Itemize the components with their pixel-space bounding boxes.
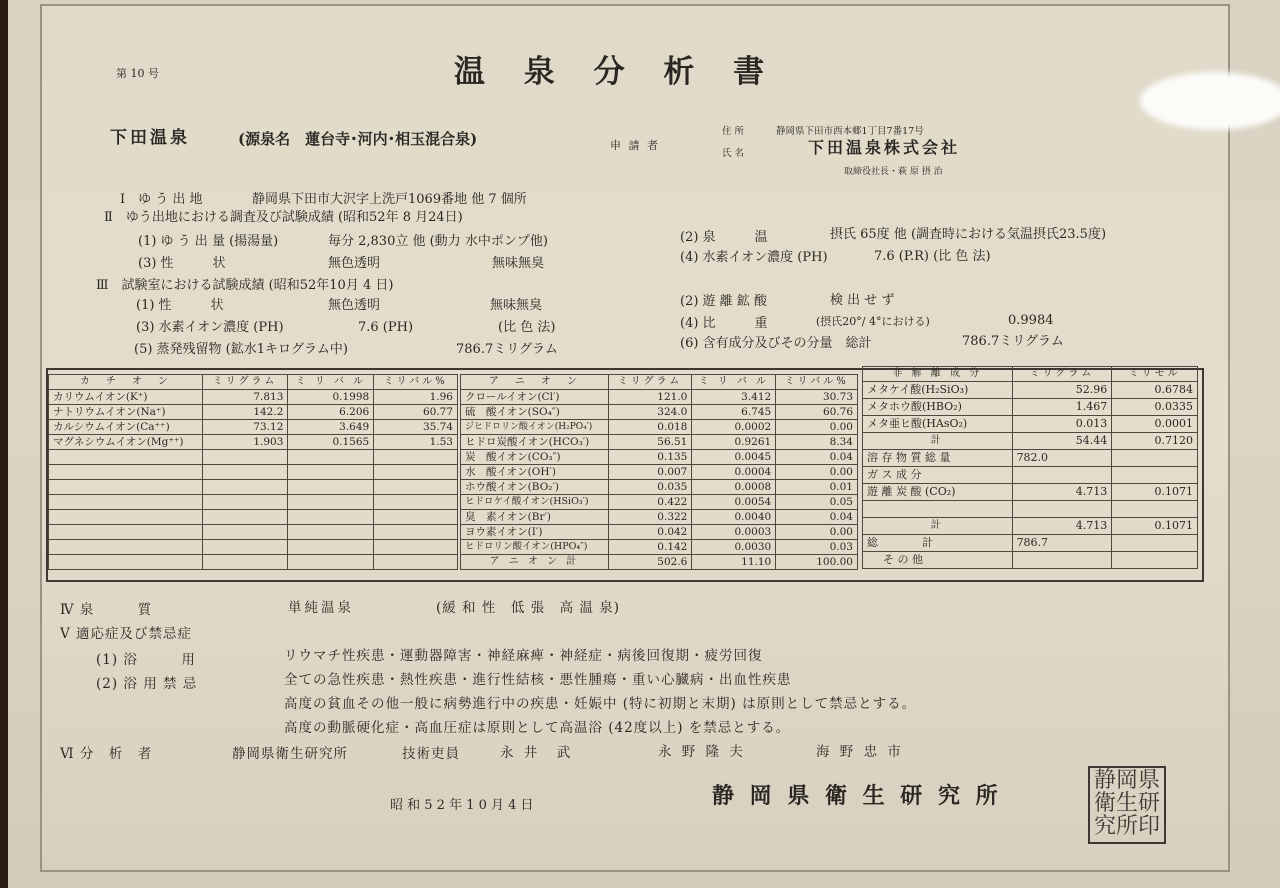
anion-table [460,374,858,570]
table-row [461,540,858,555]
table-cell: 計 [863,518,1013,535]
section5-label: Ⅴ 適応症及び禁忌症 [60,626,193,642]
section5-item1-label: (1) 浴 用 [96,652,196,668]
table-cell: 0.0008 [692,480,776,495]
table-cell: そ の 他 [863,552,1013,569]
table-cell: 臭 素イオン(Br′) [461,510,609,525]
table-cell: 0.0040 [692,510,776,525]
table-row [863,382,1198,399]
table-cell: 0.04 [776,450,858,465]
address-label: 住 所 [722,126,745,137]
section2-item2-value: 摂氏 65度 他 (調査時における気温摂氏23.5度) [830,227,1107,242]
section3-item3-label: (3) 水素イオン濃度 (PH) [136,320,284,335]
section1-value: 静岡県下田市大沢字上洗戸1069番地 他 7 個所 [252,192,527,207]
table-cell: 1.903 [202,435,288,450]
table-row [863,535,1198,552]
table-cell: 502.6 [608,555,692,570]
table-cell: 4.713 [1012,484,1112,501]
table-cell: 6.745 [692,405,776,420]
table-cell: 60.77 [374,405,458,420]
table-row-empty [49,540,458,555]
section2-item4-value: 7.6 (P.R) (比 色 法) [874,249,991,264]
table-row [863,450,1198,467]
table-cell: 0.0003 [692,525,776,540]
section2-item2-label: (2) 泉 温 [680,230,768,245]
table-cell: ア ニ オ ン 計 [461,555,609,570]
applicant-name: 下田温泉株式会社 [808,138,961,157]
table-cell: 3.649 [288,420,374,435]
table-cell [1012,467,1112,484]
table-cell: 35.74 [374,420,458,435]
table-cell: 73.12 [202,420,288,435]
table-cell: カリウムイオン(K⁺) [49,390,203,405]
applicant-representative: 取締役社長・萩 原 摂 治 [844,167,943,177]
section3-item5-value: 786.7ミリグラム [456,342,558,357]
table-header-cell: ミリグラム [202,375,288,390]
table-row [461,510,858,525]
table-header-cell: ミリバル% [374,375,458,390]
table-cell: 4.713 [1012,518,1112,535]
table-cell [1112,552,1198,569]
table-cell: 786.7 [1012,535,1112,552]
table-cell: ホウ酸イオン(BO₂′) [461,480,609,495]
table-cell: 0.00 [776,465,858,480]
section3-item2-label: (2) 遊 離 鉱 酸 [680,294,767,309]
table-cell: 溶 存 物 質 総 量 [863,450,1013,467]
section3-item5-label: (5) 蒸発残留物 (鉱水1キログラム中) [134,342,348,357]
section5-item2-label: (2) 浴 用 禁 忌 [96,676,198,692]
table-cell: 1.53 [374,435,458,450]
table-cell: 7.813 [202,390,288,405]
table-cell: 0.1071 [1112,518,1198,535]
nonion-table [862,366,1198,569]
table-row [863,552,1198,569]
anion-table-header [461,375,858,390]
section2-item3-label: (3) 性 状 [138,256,226,271]
table-row [461,435,858,450]
page-title: 温 泉 分 析 書 [454,54,779,90]
table-cell: 0.1071 [1112,484,1198,501]
table-cell [1012,552,1112,569]
table-cell: 142.2 [202,405,288,420]
section1-label: Ⅰ ゆ う 出 地 [120,192,203,207]
table-cell: メタケイ酸(H₂SiO₃) [863,382,1013,399]
table-row [863,433,1198,450]
section2-item1-value: 毎分 2,830立 他 (動力 水中ポンプ他) [328,234,548,249]
issue-date: 昭 和 5 2 年 1 0 月 4 日 [390,798,534,813]
table-cell: 121.0 [608,390,692,405]
table-cell: ナトリウムイオン(Na⁺) [49,405,203,420]
spring-type: 単純温泉 [288,600,354,616]
table-cell: 炭 酸イオン(CO₃″) [461,450,609,465]
table-cell [1112,535,1198,552]
table-cell: カルシウムイオン(Ca⁺⁺) [49,420,203,435]
table-cell: クロールイオン(Cl′) [461,390,609,405]
issuer-name: 静 岡 県 衛 生 研 究 所 [712,783,1002,809]
section2-item1-label: (1) ゆ う 出 量 (揚湯量) [138,234,279,249]
section3-item4-condition: (摂氏20°/ 4°における) [816,315,930,328]
table-cell: 1.96 [374,390,458,405]
table-row [863,518,1198,535]
table-cell: 0.007 [608,465,692,480]
table-cell: 0.6784 [1112,382,1198,399]
table-row-empty [49,450,458,465]
section5-item2-line3: 高度の動脈硬化症・高血圧症は原則として高温浴 (42度以上) を禁忌とする。 [284,720,791,736]
table-row [461,405,858,420]
table-cell: ジヒドロリン酸イオン(H₂PO₄′) [461,420,609,435]
table-cell: 54.44 [1012,433,1112,450]
table-cell: 6.206 [288,405,374,420]
table-header-cell: ミリモル [1112,367,1198,382]
table-row [461,495,858,510]
table-cell: 0.0004 [692,465,776,480]
section3-item1-value2: 無味無臭 [490,298,543,313]
table-cell: 56.51 [608,435,692,450]
cation-table-header [49,375,458,390]
table-row [49,420,458,435]
table-cell: 30.73 [776,390,858,405]
table-cell: 0.0045 [692,450,776,465]
section3-item6-value: 786.7ミリグラム [962,334,1064,349]
table-cell: 0.1565 [288,435,374,450]
table-cell: 0.01 [776,480,858,495]
table-header-cell: ミリグラム [608,375,692,390]
table-row [49,390,458,405]
table-cell: メタ亜ヒ酸(HAsO₂) [863,416,1013,433]
table-cell: 324.0 [608,405,692,420]
table-cell: 0.03 [776,540,858,555]
table-row-empty [49,555,458,570]
table-cell: ヒドロリン酸イオン(HPO₄″) [461,540,609,555]
source-name: (源泉名 蓮台寺･河内･相玉混合泉) [238,130,478,148]
table-cell: 8.34 [776,435,858,450]
table-cell: 0.322 [608,510,692,525]
table-row [863,416,1198,433]
section3-item3-method: (比 色 法) [498,320,556,335]
applicant-address: 静岡県下田市西本郷1丁目7番17号 [776,126,924,137]
section6-label: Ⅵ 分 析 者 [60,746,153,762]
table-row [863,467,1198,484]
table-cell: ヒドロケイ酸イオン(HSiO₃′) [461,495,609,510]
table-header-cell: ミ リ バ ル [288,375,374,390]
table-cell: 0.018 [608,420,692,435]
table-header-cell: カ チ オ ン [49,375,203,390]
table-cell: 60.76 [776,405,858,420]
table-row [461,420,858,435]
nonion-table-header [863,367,1198,382]
table-cell: 0.422 [608,495,692,510]
table-row [49,405,458,420]
light-glare [1140,72,1280,130]
section3-item2-value: 検 出 せ ず [830,293,895,308]
spring-name: 下田温泉 [110,128,190,148]
table-cell: 0.142 [608,540,692,555]
table-cell [1112,450,1198,467]
table-cell: 0.9261 [692,435,776,450]
table-cell: 0.013 [1012,416,1112,433]
section5-item2-line2: 高度の貧血その他一般に病勢進行中の疾患・妊娠中 (特に初期と末期) は原則として禁忌とする。 [284,696,917,712]
table-cell: 0.05 [776,495,858,510]
table-cell: 0.04 [776,510,858,525]
table-cell: 0.7120 [1112,433,1198,450]
analyst-institute: 静岡県衛生研究所 [232,746,348,762]
table-row-empty [49,480,458,495]
table-row-empty [49,465,458,480]
table-cell: 水 酸イオン(OH′) [461,465,609,480]
official-seal: 静 岡 県 衛 生 研 究 所 印 [1088,766,1166,844]
section4-label: Ⅳ 泉 質 [60,602,153,618]
section3-item1-label: (1) 性 状 [136,298,224,313]
table-cell [1112,467,1198,484]
analyst-name-3: 海 野 忠 市 [816,744,904,760]
table-cell: 0.1998 [288,390,374,405]
applicant-label: 申 請 者 [610,139,660,152]
table-row-empty [49,525,458,540]
table-cell: 1.467 [1012,399,1112,416]
table-header-cell: ミリバル% [776,375,858,390]
section3-label: Ⅲ 試験室における試験成績 (昭和52年10月 4 日) [96,278,394,293]
document-number: 第 10 号 [116,67,159,80]
table-cell: 0.135 [608,450,692,465]
table-cell: 総 計 [863,535,1013,552]
spring-type-note: (緩 和 性 低 張 高 温 泉) [436,600,620,616]
table-cell: 0.0335 [1112,399,1198,416]
table-row [461,525,858,540]
table-cell: 0.035 [608,480,692,495]
table-row-empty [863,501,1198,518]
table-cell: 硫 酸イオン(SO₄″) [461,405,609,420]
section5-item2-value: 全ての急性疾患・熱性疾患・進行性結核・悪性腫瘍・重い心臓病・出血性疾患 [284,672,792,688]
table-cell: 11.10 [692,555,776,570]
table-row-empty [49,510,458,525]
table-row [461,450,858,465]
table-cell: 782.0 [1012,450,1112,467]
table-header-cell: ミ リ バ ル [692,375,776,390]
table-cell: 0.00 [776,525,858,540]
section3-item6-label: (6) 含有成分及びその分量 総計 [680,336,872,351]
table-cell: 0.0001 [1112,416,1198,433]
table-header-cell: ミリグラム [1012,367,1112,382]
table-row [863,399,1198,416]
table-cell: 計 [863,433,1013,450]
section2-item3-value2: 無味無臭 [492,256,545,271]
section3-item3-value: 7.6 (PH) [358,320,414,335]
table-cell: 0.0002 [692,420,776,435]
section2-item3-value: 無色透明 [328,256,381,271]
table-cell: 遊 離 炭 酸 (CO₂) [863,484,1013,501]
table-row-empty [49,495,458,510]
analyst-name-2: 永 野 隆 夫 [658,744,746,760]
table-cell: 52.96 [1012,382,1112,399]
name-label: 氏 名 [722,148,745,159]
table-cell: ヒドロ炭酸イオン(HCO₃′) [461,435,609,450]
table-cell: メタホウ酸(HBO₂) [863,399,1013,416]
table-cell: 0.0030 [692,540,776,555]
table-cell: ガ ス 成 分 [863,467,1013,484]
section2-item4-label: (4) 水素イオン濃度 (PH) [680,250,828,265]
table-cell: ヨウ素イオン(I′) [461,525,609,540]
section3-item1-value: 無色透明 [328,298,381,313]
section3-item4-value: 0.9984 [1008,313,1054,328]
section2-label: Ⅱ ゆう出地における調査及び試験成績 (昭和52年 8 月24日) [104,210,463,225]
table-cell: 0.042 [608,525,692,540]
table-row [461,390,858,405]
analyst-name-1: 永 井 武 [500,745,574,761]
table-header-cell: 非 解 離 成 分 [863,367,1013,382]
analyst-role: 技術吏員 [402,746,460,762]
table-cell: 0.00 [776,420,858,435]
table-row [863,484,1198,501]
table-cell: 3.412 [692,390,776,405]
table-row [461,465,858,480]
section3-item4-label: (4) 比 重 [680,316,768,331]
table-row-total [461,555,858,570]
section5-item1-value: リウマチ性疾患・運動器障害・神経麻痺・神経症・病後回復期・疲労回復 [284,648,763,664]
table-row [461,480,858,495]
table-cell: マグネシウムイオン(Mg⁺⁺) [49,435,203,450]
table-header-cell: ア ニ オ ン [461,375,609,390]
table-cell: 100.00 [776,555,858,570]
cation-table [48,374,458,570]
table-cell: 0.0054 [692,495,776,510]
table-row [49,435,458,450]
